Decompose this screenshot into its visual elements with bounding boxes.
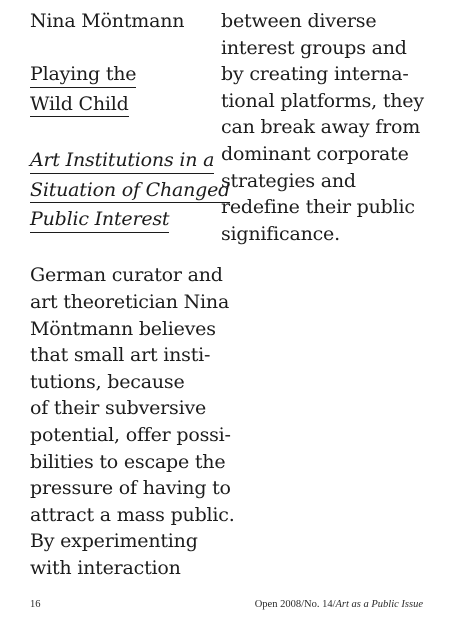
body-line: attract a mass public. bbox=[30, 503, 235, 526]
body-line: dominant corporate bbox=[221, 142, 409, 165]
spacer bbox=[30, 120, 215, 147]
body-line: By experimenting bbox=[30, 530, 198, 553]
body-line: strategies and bbox=[221, 169, 356, 192]
running-footer bbox=[255, 599, 423, 611]
body-text-right bbox=[221, 8, 436, 247]
right-column bbox=[221, 0, 436, 247]
body-line: of their subversive bbox=[30, 397, 207, 420]
body-line: German curator and bbox=[30, 264, 223, 287]
body-line: tional platforms, they bbox=[221, 89, 424, 112]
spacer bbox=[30, 35, 215, 62]
body-line: redefine their public bbox=[221, 196, 415, 219]
article-subtitle-line bbox=[30, 206, 215, 236]
body-line: Möntmann believes bbox=[30, 317, 216, 340]
article-title-part: Playing the bbox=[30, 63, 136, 88]
spacer bbox=[30, 236, 215, 263]
article-subtitle-part: Public Interest bbox=[30, 208, 169, 233]
body-line: between diverse bbox=[221, 10, 377, 32]
publication-name: Open 2008/No. 14/ bbox=[254, 599, 336, 610]
body-text-left bbox=[30, 262, 235, 581]
body-line: interest groups and bbox=[221, 36, 407, 59]
issue-title: Art as a Public Issue bbox=[335, 599, 423, 610]
body-line: can break away from bbox=[221, 116, 421, 139]
article-subtitle-line bbox=[30, 147, 215, 177]
body-line: that small art insti- bbox=[30, 344, 211, 367]
body-line: potential, offer possi- bbox=[30, 423, 231, 446]
body-line: tutions, because bbox=[30, 370, 185, 393]
body-line: art theoretician Nina bbox=[30, 290, 230, 313]
body-line: pressure of having to bbox=[30, 477, 231, 500]
body-line: significance. bbox=[221, 222, 340, 245]
article-title-part: Wild Child bbox=[30, 93, 129, 118]
page-number: 16 bbox=[30, 599, 41, 610]
article-title-line bbox=[30, 91, 215, 121]
body-line: by creating interna- bbox=[221, 63, 409, 86]
left-column bbox=[30, 0, 235, 581]
author-name: Nina Möntmann bbox=[30, 10, 185, 32]
body-line: with interaction bbox=[30, 556, 181, 579]
article-subtitle-part: Situation of Changed bbox=[30, 179, 230, 204]
article-subtitle-part: Art Institutions in a bbox=[30, 149, 214, 174]
body-line: bilities to escape the bbox=[30, 450, 226, 473]
article-subtitle-line bbox=[30, 177, 231, 207]
article-title-line bbox=[30, 61, 215, 91]
